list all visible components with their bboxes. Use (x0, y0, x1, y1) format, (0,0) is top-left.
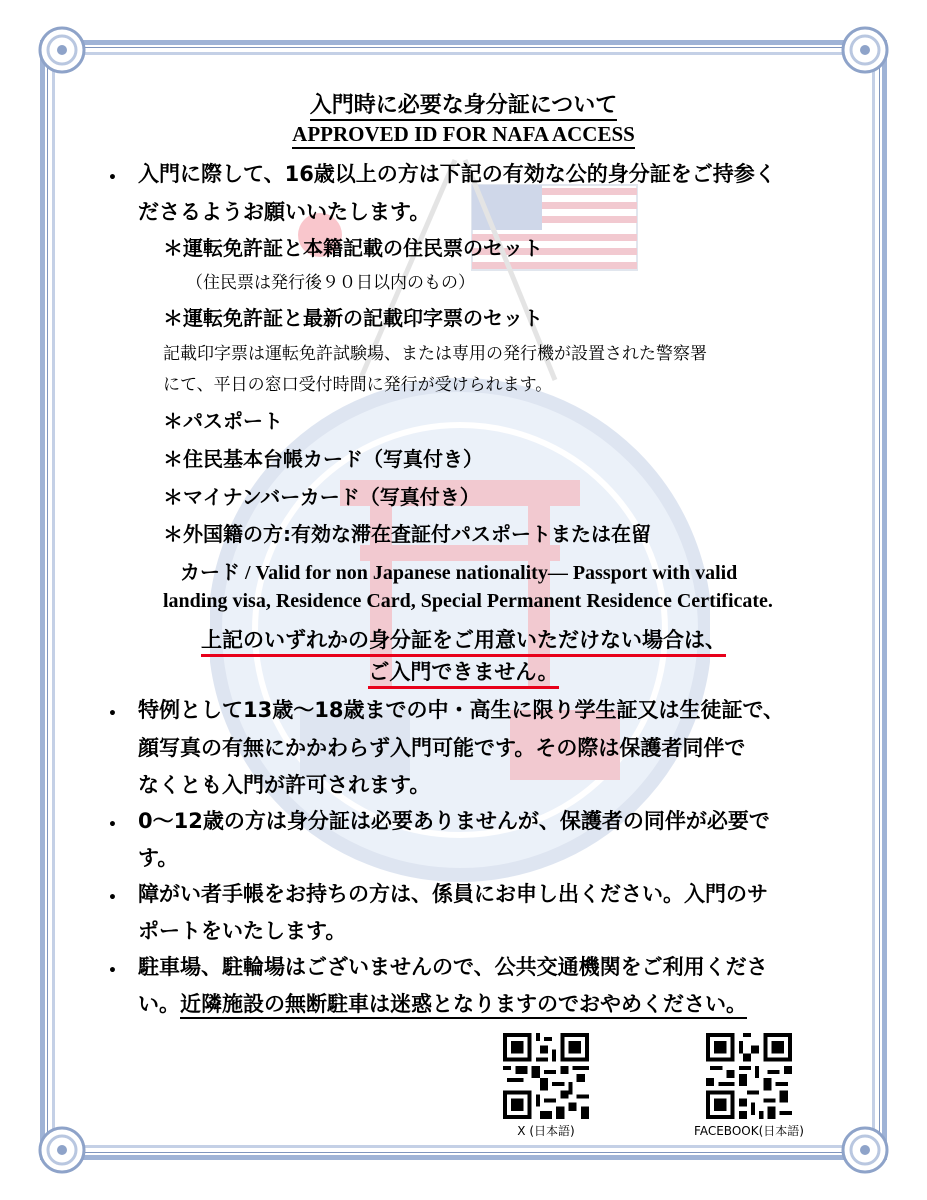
facebook-qr-code-icon[interactable] (706, 1033, 792, 1119)
id-item-foreign-nationals-line3: landing visa, Residence Card, Special Permanent Residence Certificate. (163, 590, 773, 612)
page-title-japanese: 入門時に必要な身分証について (0, 88, 927, 119)
corner-ornament-icon (839, 1124, 891, 1176)
child-text-line2: す。 (138, 846, 179, 870)
x-qr-code-icon[interactable] (503, 1033, 589, 1119)
intro-text-line2: ださるようお願いいたします。 (138, 200, 431, 224)
disability-text-line1: 障がい者手帳をお持ちの方は、係員にお申し出ください。入門のサ (138, 882, 768, 906)
parking-text-line2: い。近隣施設の無断駐車は迷惑となりますのでおやめください。 (138, 988, 747, 1018)
corner-ornament-icon (36, 1124, 88, 1176)
student-text-line1: 特例として13歳～18歳までの中・高生に限り学生証又は生徒証で、 (138, 698, 785, 722)
child-text-line1: 0～12歳の方は身分証は必要ありませんが、保護者の同伴が必要で (138, 809, 770, 833)
id-item-foreign-nationals-line2: カード / Valid for non Japanese nationality— Passport with valid (180, 560, 738, 584)
id-item-passport: ＊パスポート (163, 409, 283, 433)
facebook-qr-label: FACEBOOK(日本語) (694, 1124, 804, 1138)
id-item-note: 記載印字票は運転免許試験場、または専用の発行機が設置された警察署 (163, 344, 707, 364)
id-item-license-record-slip: ＊運転免許証と最新の記載印字票のセット (163, 306, 543, 330)
id-item-note: にて、平日の窓口受付時間に発行が受けられます。 (163, 375, 553, 395)
id-item-note: （住民票は発行後９０日以内のもの） (186, 273, 475, 293)
bullet-icon: • (108, 170, 117, 186)
parking-text-line1: 駐車場、駐輪場はございませんので、公共交通機関をご利用くださ (138, 955, 768, 979)
id-item-juki-card: ＊住民基本台帳カード（写真付き） (163, 447, 483, 471)
warning-text-line2: ご入門できません。 (0, 656, 927, 686)
page-title-english: APPROVED ID FOR NAFA ACCESS (0, 122, 927, 147)
id-item-foreign-nationals: ＊外国籍の方:有効な滞在査証付パスポートまたは在留 (163, 522, 651, 546)
corner-ornament-icon (36, 24, 88, 76)
bullet-icon: • (108, 706, 117, 722)
bullet-icon: • (108, 963, 117, 979)
x-qr-label: X (日本語) (517, 1124, 575, 1138)
corner-ornament-icon (839, 24, 891, 76)
disability-text-line2: ポートをいたします。 (138, 919, 347, 943)
bullet-icon: • (108, 817, 117, 833)
student-text-line2: 顔写真の有無にかかわらず入門可能です。その際は保護者同伴で (138, 736, 746, 760)
warning-text-line1: 上記のいずれかの身分証をご用意いただけない場合は、 (0, 624, 927, 654)
bullet-icon: • (108, 890, 117, 906)
student-text-line3: なくとも入門が許可されます。 (138, 773, 431, 797)
id-item-license-resident-record: ＊運転免許証と本籍記載の住民票のセット (163, 236, 543, 260)
id-item-mynumber-card: ＊マイナンバーカード（写真付き） (163, 485, 480, 509)
intro-text-line1: 入門に際して、16歳以上の方は下記の有効な公的身分証をご持参く (138, 162, 776, 186)
